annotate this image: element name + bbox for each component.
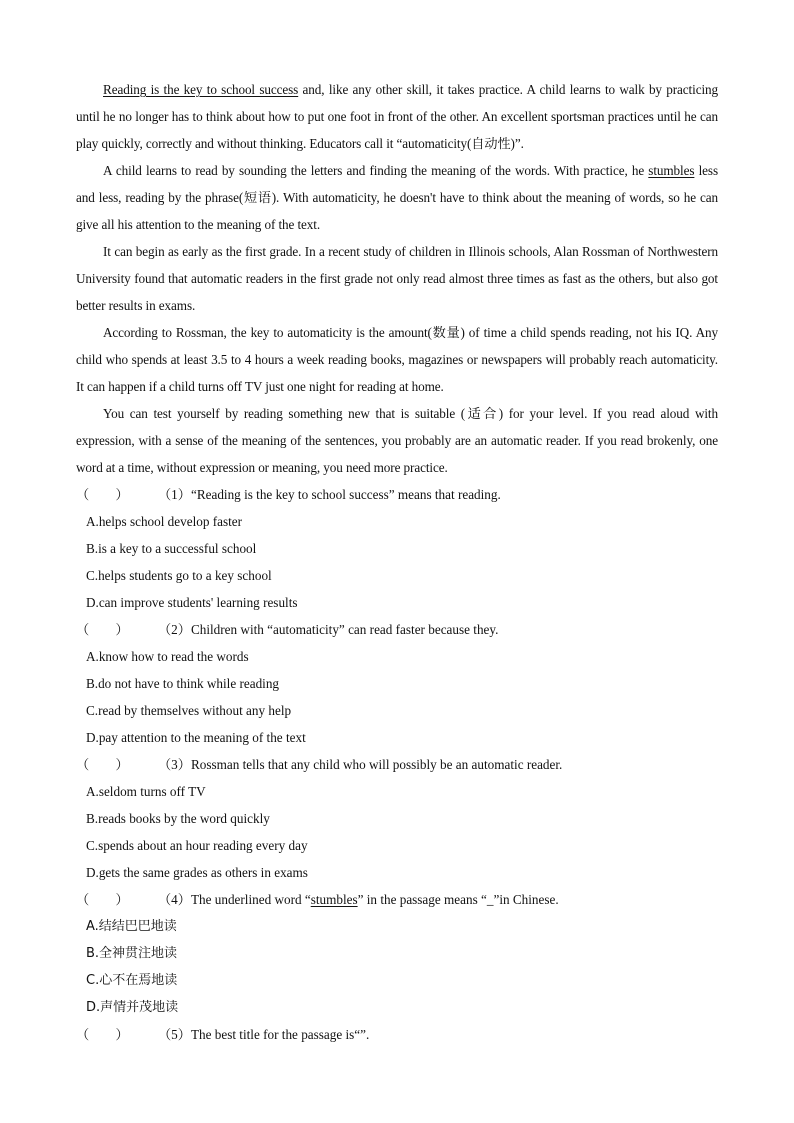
question-4-option-a: A.结结巴巴地读 xyxy=(86,919,177,934)
question-4-stem-before: （4）The underlined word “ xyxy=(158,892,311,907)
passage-paragraph-2 xyxy=(76,157,718,238)
question-1-option-b: B.is a key to a successful school xyxy=(86,541,257,556)
paragraph-1-text: and, like any other skill, it takes practice. A child learns to walk by practicing until he no longer has to think about how to put one foot in front of the other. An excellent sportsman practices until he can play quickly, correctly and without thinking. Educators call it “automaticity(自动性)”. xyxy=(76,82,718,151)
passage-paragraph-3: It can begin as early as the first grade. In a recent study of children in Illinois schools, Alan Rossman of Northwestern University found that automatic readers in the first grade not only read almost three times as fast as the others, but also got better results in exams. xyxy=(76,244,718,313)
passage-paragraph-5: You can test yourself by reading something new that is suitable (适合) for your level. If you read aloud with expression, with a sense of the meaning of the sentences, you probably are an automatic reader. If you read brokenly, one word at a time, without expression or meaning, you need more practice. xyxy=(76,406,718,475)
passage-paragraph-1 xyxy=(76,76,718,157)
answer-blank-3[interactable]: （ ） xyxy=(76,757,129,772)
question-4-underlined-word: stumbles xyxy=(310,892,358,907)
question-3-option-c: C.spends about an hour reading every day xyxy=(86,838,308,853)
question-4-option-b: B.全神贯注地读 xyxy=(86,946,178,961)
paragraph-2-text-after: less and less, reading by the phrase(短语). With automaticity, he doesn't have to think about the meaning of words, so he can give all his attention to the meaning of the text. xyxy=(76,163,718,232)
question-3-option-a: A.seldom turns off TV xyxy=(86,784,206,799)
paragraph-2-text-before: A child learns to read by sounding the letters and finding the meaning of the words. With practice, he xyxy=(103,163,649,178)
question-4 xyxy=(76,886,718,1021)
question-1-option-d: D.can improve students' learning results xyxy=(86,595,298,610)
question-1-option-a: A.helps school develop faster xyxy=(86,514,243,529)
question-5 xyxy=(76,1021,718,1048)
worksheet-page xyxy=(76,76,718,1048)
answer-blank-5[interactable]: （ ） xyxy=(76,1027,129,1042)
question-2-option-b: B.do not have to think while reading xyxy=(86,676,280,691)
passage-paragraph-4: According to Rossman, the key to automaticity is the amount(数量) of time a child spends reading, not his IQ. Any child who spends at least 3.5 to 4 hours a week reading books, magazines or newspapers will probably reach automaticity. It can happen if a child turns off TV just one night for reading at home. xyxy=(76,325,718,394)
underlined-word-stumbles: stumbles xyxy=(648,163,695,178)
answer-blank-2[interactable]: （ ） xyxy=(76,622,129,637)
question-2-option-d: D.pay attention to the meaning of the text xyxy=(86,730,306,745)
question-3-stem: （3）Rossman tells that any child who will possibly be an automatic reader. xyxy=(158,757,563,772)
question-2-stem: （2）Children with “automaticity” can read faster because they. xyxy=(158,622,499,637)
question-2 xyxy=(76,616,718,751)
answer-blank-4[interactable]: （ ） xyxy=(76,892,129,907)
question-3-option-d: D.gets the same grades as others in exams xyxy=(86,865,308,880)
question-4-stem-after: ” in the passage means “_”in Chinese. xyxy=(357,892,559,907)
question-1 xyxy=(76,481,718,616)
question-5-stem: （5）The best title for the passage is“”. xyxy=(158,1027,370,1042)
question-3-option-b: B.reads books by the word quickly xyxy=(86,811,270,826)
question-3 xyxy=(76,751,718,886)
answer-blank-1[interactable]: （ ） xyxy=(76,487,129,502)
question-1-option-c: C.helps students go to a key school xyxy=(86,568,272,583)
underlined-key-sentence: Reading is the key to school success xyxy=(103,82,299,97)
question-2-option-c: C.read by themselves without any help xyxy=(86,703,292,718)
question-4-option-d: D.声情并茂地读 xyxy=(86,1000,179,1015)
question-1-stem: （1）“Reading is the key to school success” means that reading. xyxy=(158,487,501,502)
question-4-option-c: C.心不在焉地读 xyxy=(86,973,178,988)
question-2-option-a: A.know how to read the words xyxy=(86,649,249,664)
